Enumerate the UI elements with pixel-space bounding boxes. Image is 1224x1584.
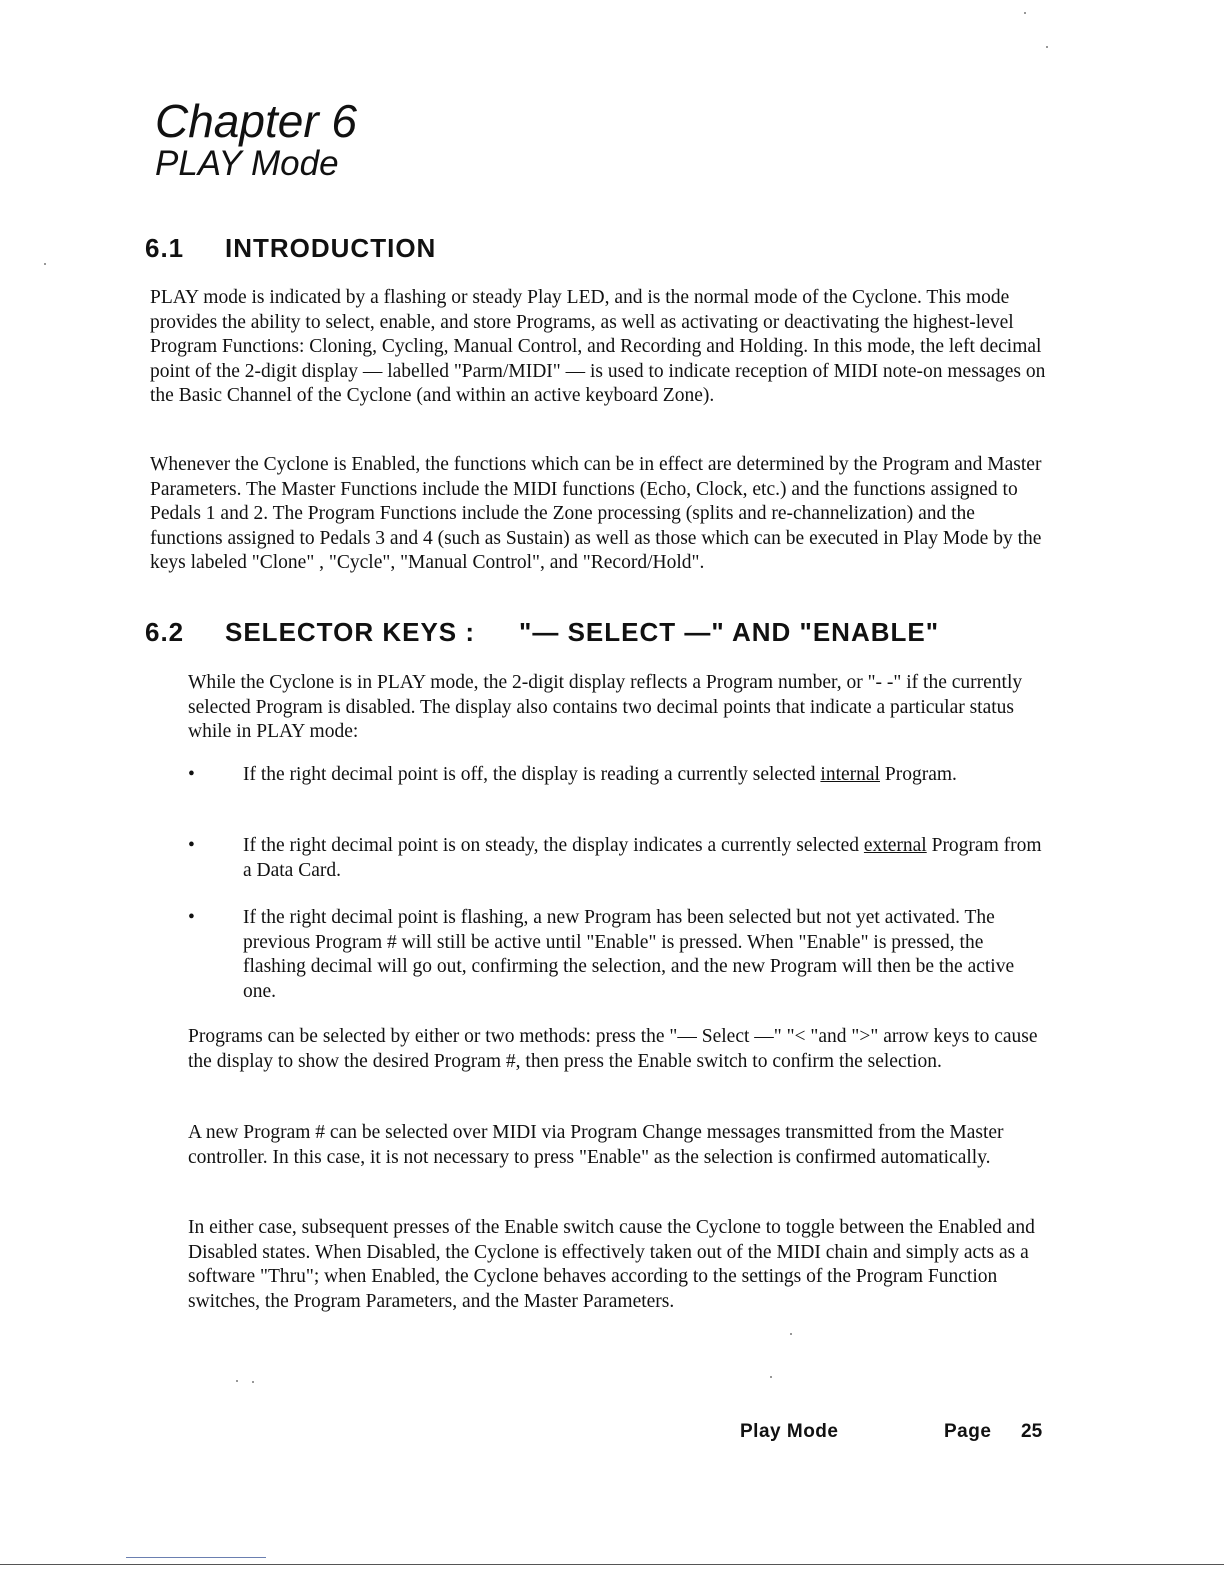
section-heading-selector-keys (145, 616, 939, 648)
bottom-rule (0, 1564, 1224, 1565)
enable-toggle-paragraph: In either case, subsequent presses of the Enable switch cause the Cyclone to toggle between the Enabled and Disabled states. When Disabled, the Cyclone is effectively taken out of the MIDI chain and simply acts as a software "Thru"; when Enabled, the Cyclone behaves according to the settings of the Program Function switches, the Program Parameters, and the Master Parameters. (188, 1217, 1035, 1312)
section-title-part-1: SELECTOR KEYS : (225, 617, 476, 647)
section-number: 6.1 (145, 233, 185, 263)
bullet-text: If the right decimal point is off, the display is reading a currently selected internal Program. (243, 764, 957, 785)
methods-paragraph: Programs can be selected by either or two methods: press the "— Select —" "< "and ">" arrow keys to cause the display to show the desired Program #, then press the Enable switch to confirm the selection. (188, 1026, 1038, 1072)
scan-speck (252, 1381, 254, 1383)
bullet-dot: • (188, 764, 195, 785)
selector-intro-paragraph: While the Cyclone is in PLAY mode, the 2-digit display reflects a Program number, or "- -" if the currently selected Program is disabled. The display also contains two decimal points that indicate a particular status while in PLAY mode: (188, 672, 1023, 742)
section-number: 6.2 (145, 617, 185, 647)
underlined-word: external (863, 835, 927, 856)
scan-speck (790, 1333, 792, 1335)
scan-speck (236, 1380, 238, 1382)
section-heading-introduction (145, 232, 436, 264)
bullet-text: If the right decimal point is on steady, the display indicates a currently selected external Program from a Data Card. (243, 835, 1042, 881)
bullet-dot: • (188, 907, 195, 928)
scan-speck (1046, 46, 1048, 48)
footer-page-label: Page (944, 1421, 992, 1442)
chapter-subtitle: PLAY Mode (155, 144, 339, 183)
underlined-word: internal (820, 764, 880, 785)
footer-page-number: 25 (1021, 1421, 1043, 1442)
scan-speck (770, 1376, 772, 1378)
intro-paragraph-1: PLAY mode is indicated by a flashing or steady Play LED, and is the normal mode of the Cyclone. This mode provides the ability to select, enable, and store Programs, as well as activating or deactivating the highest-level Program Functions: Cloning, Cycling, Manual Control, and Recording and Holding. In this mode, the left decimal point of the 2-digit display — labelled "Parm/MIDI" — is used to indicate reception of MIDI note-on messages on the Basic Channel of the Cyclone (and within an active keyboard Zone). (150, 287, 1046, 406)
bullet-text: If the right decimal point is flashing, a new Program has been selected but not yet activated. The previous Program # will still be active until "Enable" is pressed. When "Enable" is pressed, the flashing decimal will go out, confirming the selection, and the new Program will then be the active one. (243, 907, 1015, 1002)
bottom-rule-short (126, 1557, 266, 1558)
section-title-part-2: "— SELECT —" AND "ENABLE" (519, 617, 940, 647)
scan-speck (1024, 12, 1026, 14)
scan-speck (44, 263, 46, 265)
footer-section-name: Play Mode (740, 1421, 839, 1442)
section-title: INTRODUCTION (225, 233, 437, 263)
midi-selection-paragraph: A new Program # can be selected over MIDI via Program Change messages transmitted from the Master controller. In this case, it is not necessary to press "Enable" as the selection is confirmed automatically. (188, 1122, 1004, 1168)
intro-paragraph-2: Whenever the Cyclone is Enabled, the functions which can be in effect are determined by the Program and Master Parameters. The Master Functions include the MIDI functions (Echo, Clock, etc.) and the functions assigned to Pedals 1 and 2. The Program Functions include the Zone processing (splits and re-channelization) and the functions assigned to Pedals 3 and 4 (such as Sustain) as well as those which can be executed in Play Mode by the keys labeled "Clone" , "Cycle", "Manual Control", and "Record/Hold". (150, 454, 1042, 573)
chapter-title: Chapter 6 (155, 95, 358, 147)
bullet-dot: • (188, 835, 195, 856)
